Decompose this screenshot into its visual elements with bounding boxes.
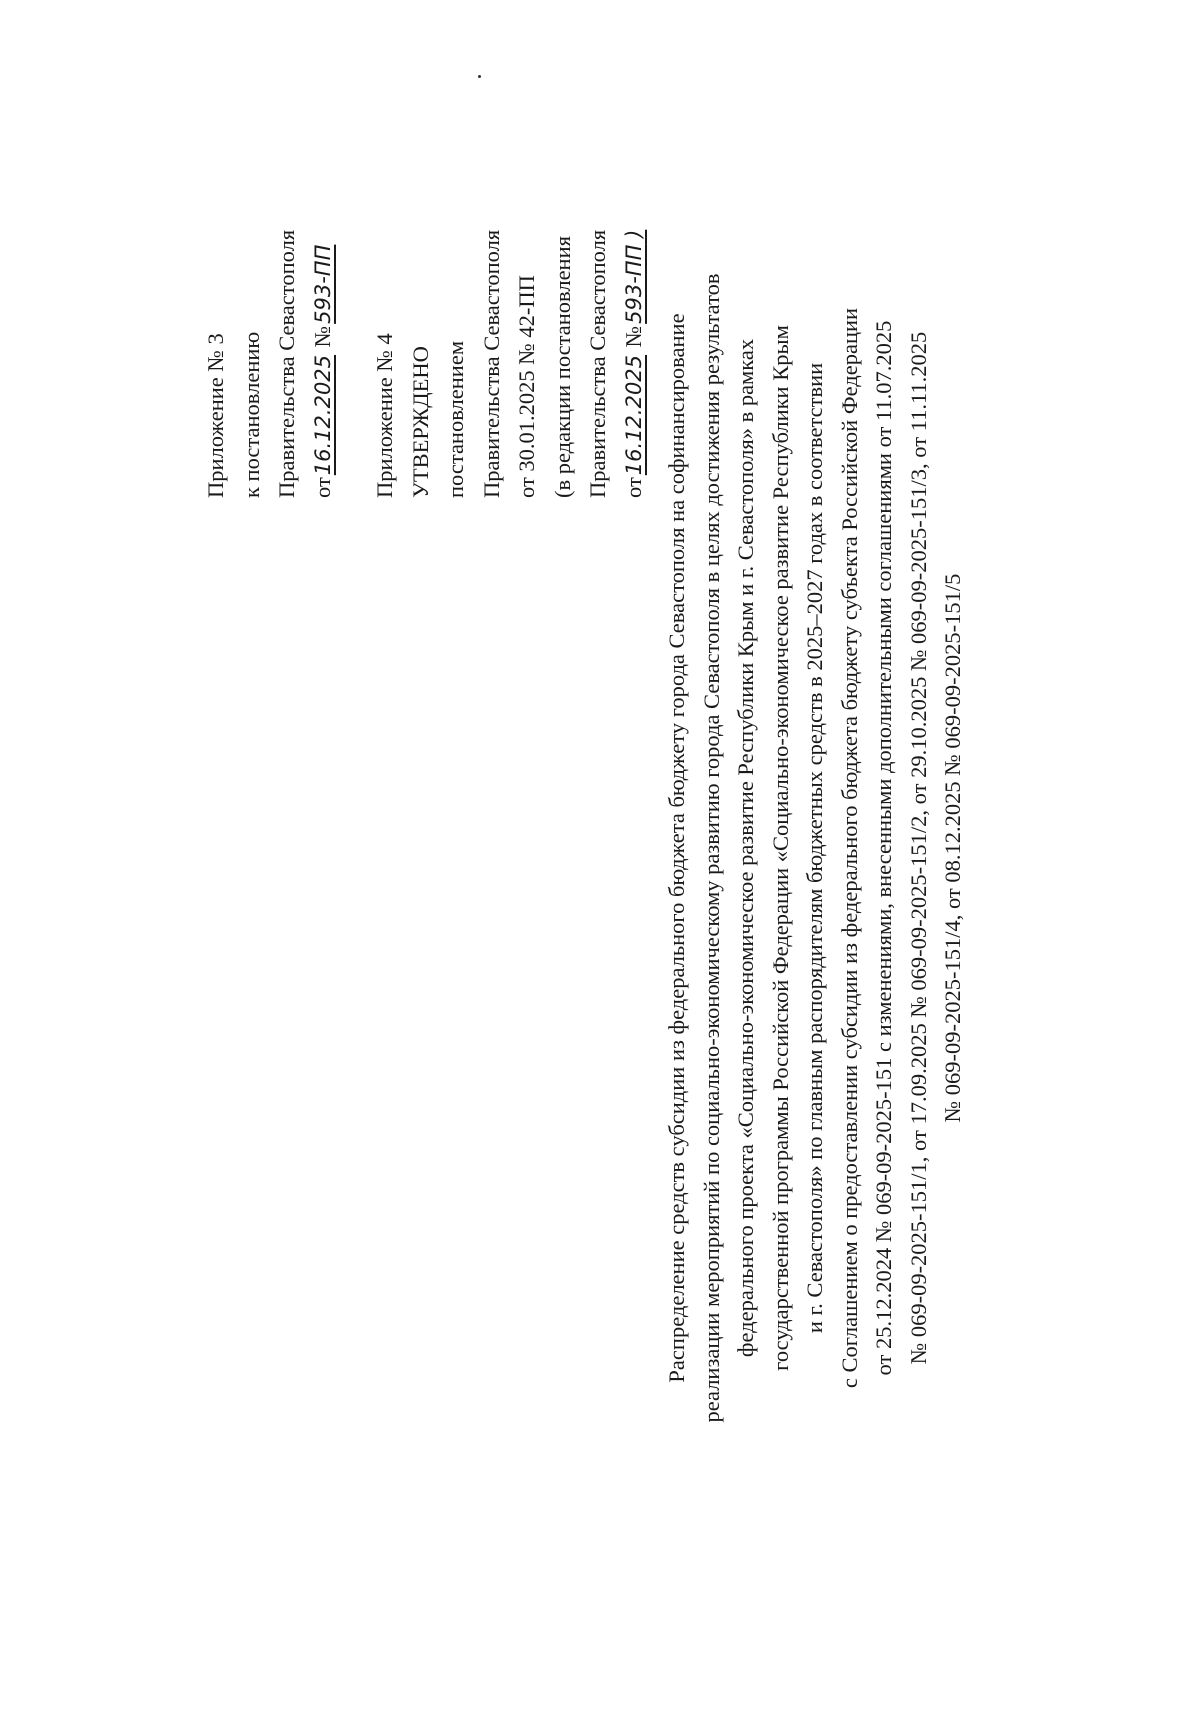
appendix-4-line-6: (в редакции постановления <box>549 236 575 498</box>
appendix-4-handwritten-date: 16.12.2025 <box>621 354 646 476</box>
title-line: государственной программы Российской Федерации «Социально-экономическое развитие Республики Крым <box>767 325 793 1371</box>
title-line: от 25.12.2024 № 069-09-2025-151 с изменениями, внесенными дополнительными соглашениями от 11.07.2025 <box>871 320 896 1376</box>
appendix-3-block <box>198 78 341 498</box>
document-title <box>660 28 971 1668</box>
appendix-4-handwritten-number <box>622 228 646 326</box>
scan-speck <box>478 75 481 78</box>
appendix-3-title: Приложение № 3 <box>203 333 228 498</box>
title-line: федерального проекта «Социально-экономическое развитие Республики Крым и г. Севастополя» в рамках <box>733 338 758 1358</box>
appendix-3-number-sign: № <box>309 325 335 348</box>
appendix-4-line-5: от 30.01.2025 № 42-ПП <box>514 275 539 498</box>
appendix-3-line-2: к постановлению <box>238 331 264 498</box>
appendix-4-line-4: Правительства Севастополя <box>478 229 504 498</box>
appendix-4-number-sign: № <box>620 325 646 348</box>
appendix-4-date-line <box>616 78 653 498</box>
title-line: Распределение средств субсидии из федерального бюджета бюджету города Севастополя на софинансирование <box>664 313 689 1383</box>
appendix-4-number-value: 593-ПП <box>621 244 646 324</box>
appendix-4-block <box>367 78 652 498</box>
appendix-4-line-3: постановлением <box>443 340 468 498</box>
appendix-4-title: Приложение № 4 <box>372 333 397 498</box>
appendix-3-handwritten-number: 593-ПП <box>310 244 335 324</box>
appendix-3-date-prefix: от <box>309 477 335 498</box>
title-line: с Соглашением о предоставлении субсидии из федерального бюджета бюджету субъекта Российской Федерации <box>836 307 862 1389</box>
appendix-4-line-7: Правительства Севастополя <box>585 229 610 498</box>
appendix-3-date-line <box>305 78 342 498</box>
appendix-4-approved: УТВЕРЖДЕНО <box>407 346 433 498</box>
appendix-4-closing-paren: ) <box>621 229 646 238</box>
appendix-4-date-prefix: от <box>620 477 646 498</box>
approval-stamps <box>198 78 652 498</box>
title-line: и г. Севастополя» по главным распорядителям бюджетных средств в 2025–2027 годах в соответствии <box>802 362 827 1334</box>
appendix-3-line-3: Правительства Севастополя <box>274 229 299 498</box>
title-line: реализации мероприятий по социально-экономическому развитию города Севастополя в целях достижения результатов <box>698 273 724 1423</box>
title-line: № 069-09-2025-151/1, от 17.09.2025 № 069-09-2025-151/2, от 29.10.2025 № 069-09-2025-151/3, от 11.11.2025 <box>905 331 931 1365</box>
title-line: № 069-09-2025-151/4, от 08.12.2025 № 069-09-2025-151/5 <box>940 573 965 1123</box>
appendix-3-handwritten-date: 16.12.2025 <box>310 354 335 476</box>
